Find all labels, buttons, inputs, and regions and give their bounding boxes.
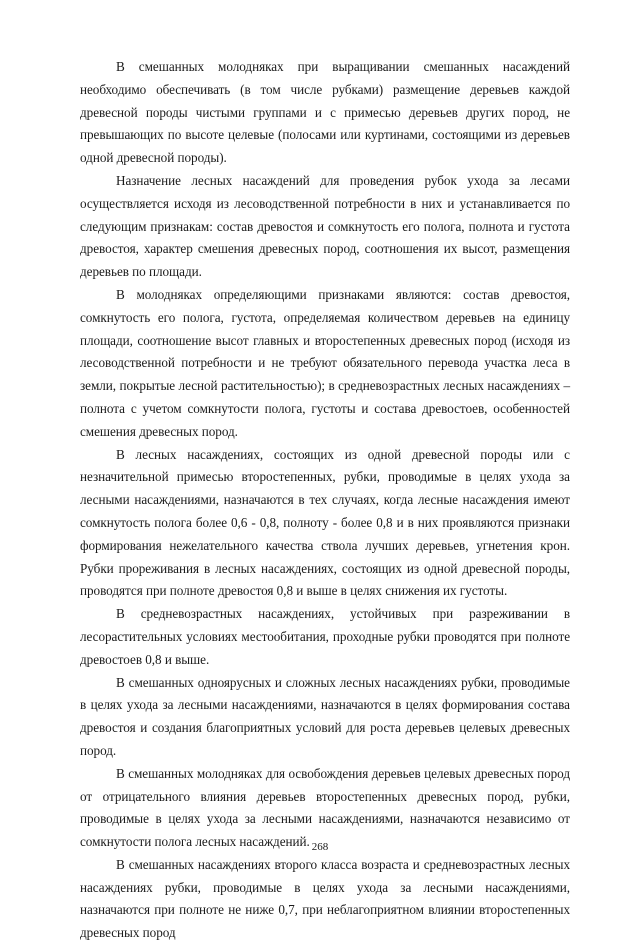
paragraph-4: В лесных насаждениях, состоящих из одной древесной породы или с незначительной примесью второстепенных, рубки, проводимые в целях ухода за лесными насаждениями, назначаются в тех случаях, когда лесные насаждения имеют сомкнутость полога более 0,6 - 0,8, полноту - более 0,8 и в них проявляются признаки формирования нежелательного качества ствола лучших деревьев, угнетения крон. Рубки прореживания в лесных насаждениях, состоящих из одной древесной породы, проводятся при полноте древостоя 0,8 и выше в целях снижения их густоты. [80, 446, 570, 599]
paragraph-3: В молодняках определяющими признаками являются: состав древостоя, сомкнутость его полога, густота, определяемая количеством деревьев на единицу площади, соотношение высот главных и второстепенных древесных пород (исходя из лесоводственной потребности и не требуют обязательного перевода участка леса в земли, покрытые лесной растительностью); в средневозрастных лесных насаждениях – полнота с учетом сомкнутости полога, густоты и состава древостоев, особенностей смешения древесных пород. [80, 286, 570, 439]
page-number: 268 [311, 841, 329, 853]
paragraph-2: Назначение лесных насаждений для проведения рубок ухода за лесами осуществляется исходя из лесоводственной потребности в них и устанавливается по следующим признакам: состав древостоя и сомкнутость его полога, полнота и густота древостоя, характер смешения древесных пород, соотношения их высот, размещения деревьев по площади. [80, 172, 570, 280]
paragraph-1: В смешанных молодняках при выращивании смешанных насаждений необходимо обеспечивать (в том числе рубками) размещение деревьев каждой древесной породы чистыми группами и с примесью деревьев других пород, не превышающих по высоте целевые (полосами или куртинами, состоящими из деревьев одной древесной породы). [80, 59, 570, 166]
paragraph-6: В смешанных одноярусных и сложных лесных насаждениях рубки, проводимые в целях ухода за лесными насаждениями, назначаются в целях формирования состава древостоя и создания благоприятных условий для роста деревьев целевых древесных пород. [80, 674, 570, 758]
paragraph-5: В средневозрастных насаждениях, устойчивых при разреживании в лесорастительных условиях местообитания, проходные рубки проводятся при полноте древостоев 0,8 и выше. [80, 606, 570, 667]
paragraph-7: В смешанных молодняках для освобождения деревьев целевых древесных пород от отрицательного влияния деревьев второстепенных древесных пород, рубки, проводимые в целях ухода за лесными насаждениями, назначаются независимо от сомкнутости полога лесных насаждений. [80, 765, 570, 850]
paragraph-8: В смешанных насаждениях второго класса возраста и средневозрастных лесных насаждениях рубки, проводимые в целях ухода за лесными насаждениями, назначаются при полноте не ниже 0,7, при неблагоприятном влиянии второстепенных древесных пород [80, 856, 570, 941]
document-page [80, 56, 570, 945]
